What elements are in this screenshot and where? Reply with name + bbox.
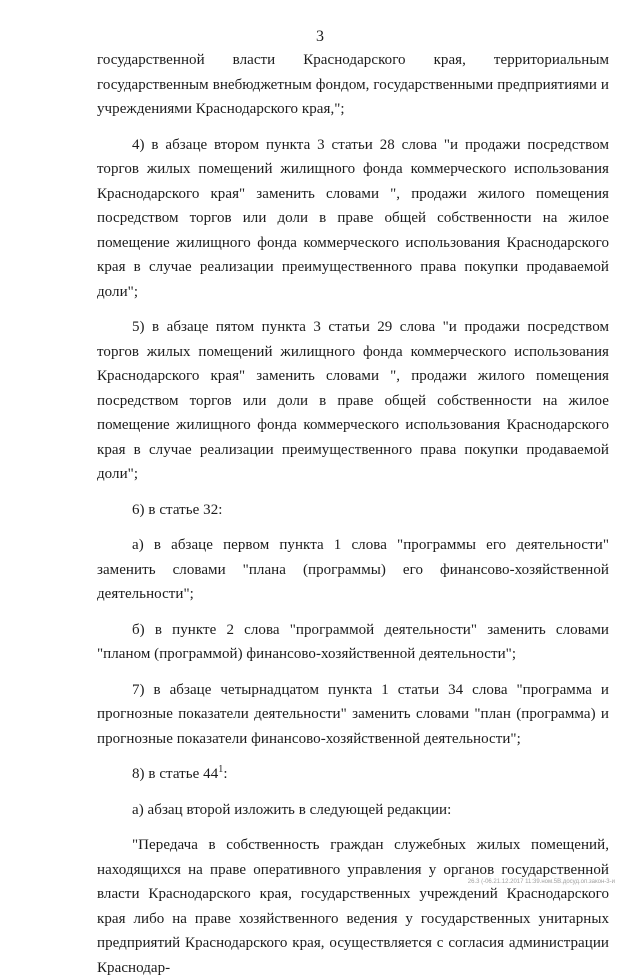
- footer-document-stamp: 26.3 (-06.21.12.2017 11:39.ном.5В.досуд.оп.закон-3-и: [467, 879, 615, 885]
- paragraph-item-6b: б) в пункте 2 слова "программой деятельности" заменить словами "планом (программой) финансово-хозяйственной деятельности";: [97, 621, 609, 662]
- paragraph-item-5: 5) в абзаце пятом пункта 3 статьи 29 слова "и продажи посредством торгов жилых помещений жилищного фонда коммерческого использования Краснодарского края" заменить словами ", продажи жилого помещения посредством торгов или доли в праве общей собственности на жилое помещение жилищного фонда коммерческого использования Краснодарского края в случае реализации преимущественного права покупки продаваемой доли";: [97, 319, 609, 482]
- page-number: 3: [316, 28, 324, 45]
- paragraph-item-8a: а) абзац второй изложить в следующей редакции:: [132, 801, 452, 818]
- paragraph-quoted-text: "Передача в собственность граждан служебных жилых помещений, находящихся на праве оперативного управления у органов государственной власти Краснодарского края, государственных учреждений Краснодарского края либо на праве хозяйственного ведения у государственных унитарных предприятий Краснодарского края, осуществляется с согласия администрации Краснодар-: [97, 837, 609, 976]
- paragraph-item-6a: а) в абзаце первом пункта 1 слова "программы его деятельности" заменить словами "плана (программы) его финансово-хозяйственной деятельности";: [97, 537, 609, 602]
- paragraph-item-6: 6) в статье 32:: [132, 501, 223, 518]
- paragraph-item-8: [97, 762, 609, 787]
- paragraph-item-4: 4) в абзаце втором пункта 3 статьи 28 слова "и продажи посредством торгов жилых помещений жилищного фонда коммерческого использования Краснодарского края" заменить словами ", продажи жилого помещения посредством торгов или доли в праве общей собственности на жилое помещение жилищного фонда коммерческого использования Краснодарского края в случае реализации преимущественного права покупки продаваемой доли";: [97, 136, 609, 300]
- paragraph-item-7: 7) в абзаце четырнадцатом пункта 1 статьи 34 слова "программа и прогнозные показатели деятельности" заменить словами "план (программа) и прогнозные показатели финансово-хозяйственной деятельности";: [97, 681, 609, 747]
- article-44-suffix: :: [223, 766, 228, 782]
- paragraph-continuation: государственной власти Краснодарского края, территориальным государственным внебюджетным фондом, государственными предприятиями и учреждениями Краснодарского края,";: [97, 52, 609, 117]
- article-44-superscript: 1: [218, 764, 224, 775]
- article-44-prefix: 8) в статье 44: [132, 766, 219, 782]
- document-body: [97, 48, 609, 980]
